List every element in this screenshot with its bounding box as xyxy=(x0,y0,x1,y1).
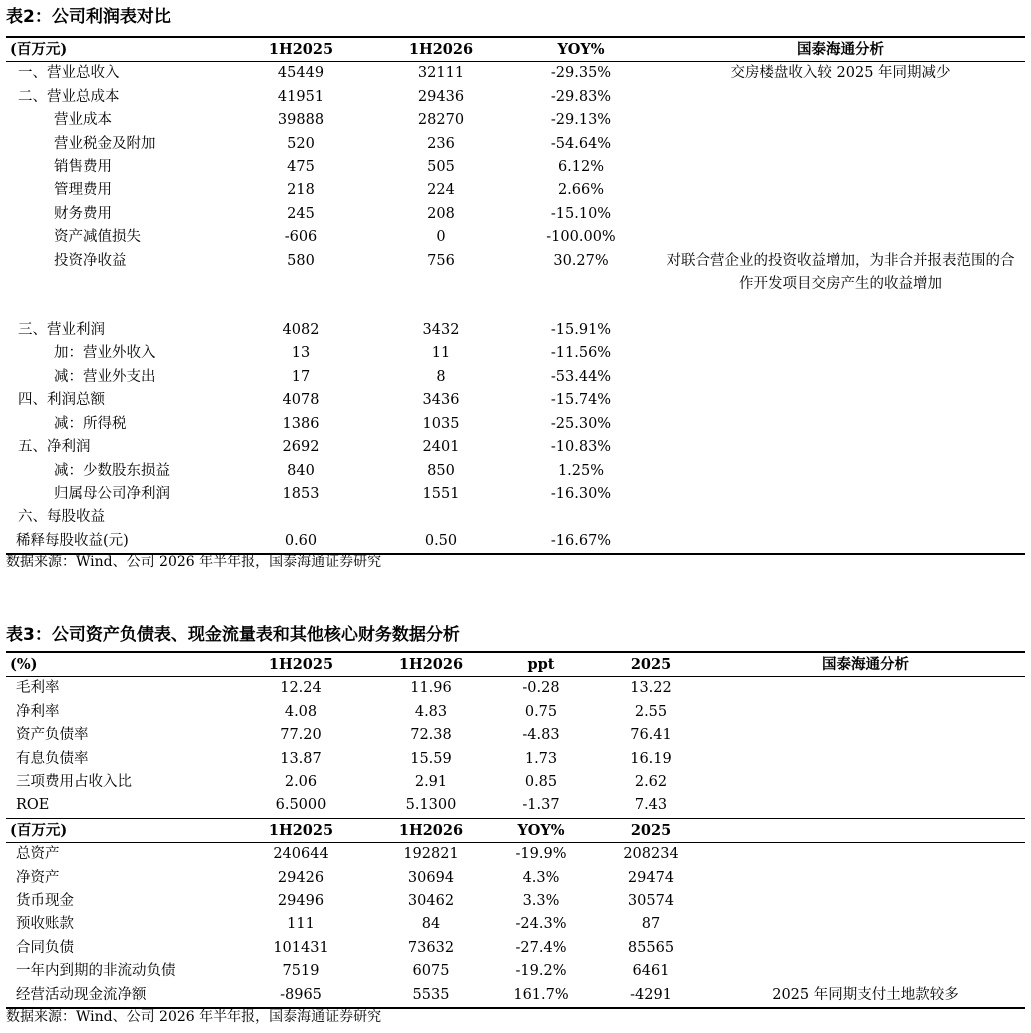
value-1h2026: 192821 xyxy=(403,846,459,863)
analysis-cell xyxy=(706,843,1025,867)
value-1h2026: 30694 xyxy=(407,869,455,886)
value-1h2025: 39888 xyxy=(277,112,325,129)
value-1h2026: 5.1300 xyxy=(405,797,457,814)
table-row xyxy=(6,226,1025,249)
value-1h2026: 73632 xyxy=(407,939,455,956)
analysis-cell xyxy=(706,913,1025,936)
table-row xyxy=(6,179,1025,202)
table-row xyxy=(6,937,1025,960)
value-1h2025: 13 xyxy=(291,345,311,362)
analysis-cell xyxy=(656,530,1025,554)
table-row xyxy=(6,794,1025,818)
subheader-2025: 2025 xyxy=(596,818,706,842)
table-row xyxy=(6,867,1025,890)
row-label: 三、营业利润 xyxy=(18,322,105,339)
row-label: 净资产 xyxy=(16,869,60,886)
table-row xyxy=(6,843,1025,867)
row-label: 六、每股收益 xyxy=(18,509,105,526)
value-1h2026: 5535 xyxy=(376,984,486,1008)
value-1h2026: 3432 xyxy=(422,322,460,339)
analysis-cell xyxy=(706,867,1025,890)
value-1h2025: 101431 xyxy=(273,939,329,956)
analysis-cell xyxy=(706,890,1025,913)
row-label: 四、利润总额 xyxy=(18,392,105,409)
row-label: 货币现金 xyxy=(16,893,74,910)
table-row xyxy=(6,156,1025,179)
subheader-yoy: YOY% xyxy=(486,818,596,842)
table-row xyxy=(6,366,1025,389)
value-1h2026: 0 xyxy=(436,229,446,246)
value-1h2025: 45449 xyxy=(277,65,325,82)
value-2025: 87 xyxy=(641,916,661,933)
value-yoy: -15.91% xyxy=(550,322,612,339)
header-1h2026: 1H2026 xyxy=(376,652,486,677)
value-1h2025: 4082 xyxy=(282,322,320,339)
table-subheader-row xyxy=(6,818,1025,842)
value-yoy xyxy=(506,506,656,529)
value-1h2026: 505 xyxy=(427,159,455,176)
table-row xyxy=(6,748,1025,771)
row-label: 减：营业外支出 xyxy=(54,368,156,385)
value-yoy: -29.13% xyxy=(550,112,612,129)
table-row xyxy=(6,483,1025,506)
table-row xyxy=(6,62,1025,86)
row-label: 资产负债率 xyxy=(16,727,89,744)
analysis-cell xyxy=(706,771,1025,794)
value-change: -19.9% xyxy=(515,846,567,863)
analysis-cell xyxy=(706,794,1025,818)
row-label: 有息负债率 xyxy=(16,750,89,767)
value-1h2026: 11.96 xyxy=(410,680,452,697)
value-2025: 7.43 xyxy=(634,797,668,814)
value-1h2026: 4.83 xyxy=(414,703,448,720)
value-change: 161.7% xyxy=(486,984,596,1008)
value-1h2026: 29436 xyxy=(417,88,465,105)
value-1h2025: 580 xyxy=(287,252,315,269)
analysis-cell xyxy=(656,389,1025,412)
row-label: 总资产 xyxy=(16,846,60,863)
value-1h2026: 2401 xyxy=(422,439,460,456)
analysis-cell xyxy=(656,133,1025,156)
value-2025: 30574 xyxy=(627,893,675,910)
row-label: 管理费用 xyxy=(54,182,112,199)
analysis-cell xyxy=(656,460,1025,483)
value-1h2025: 2.06 xyxy=(284,774,318,791)
value-1h2025: 245 xyxy=(287,205,315,222)
value-change: 1.73 xyxy=(524,750,558,767)
value-yoy: -15.74% xyxy=(550,392,612,409)
row-label: 投资净收益 xyxy=(54,252,127,269)
value-2025: 2.55 xyxy=(634,703,668,720)
analysis-cell xyxy=(656,179,1025,202)
value-yoy: 30.27% xyxy=(553,252,609,269)
analysis-note-investment: 对联合营企业的投资收益增加，为非合并报表范围的合作开发项目交房产生的收益增加 xyxy=(666,252,1015,293)
value-1h2025: 1853 xyxy=(282,485,320,502)
value-2025: 2.62 xyxy=(634,774,668,791)
table-row xyxy=(6,460,1025,483)
balance-cashflow-table xyxy=(6,651,1025,1009)
subheader-1h2025: 1H2025 xyxy=(226,818,376,842)
table-row xyxy=(6,86,1025,109)
table-row xyxy=(6,250,1025,273)
value-change: 0.75 xyxy=(524,703,558,720)
value-yoy: -100.00% xyxy=(546,229,616,246)
analysis-note-revenue: 交房楼盘收入较 2025 年同期减少 xyxy=(730,65,951,82)
value-yoy: -29.83% xyxy=(550,88,612,105)
value-1h2026: 11 xyxy=(431,345,451,362)
value-change: 3.3% xyxy=(522,893,560,910)
value-1h2026: 850 xyxy=(427,462,455,479)
analysis-note-cashflow: 2025 年同期支付土地款较多 xyxy=(706,984,1025,1008)
row-label: 一、营业总收入 xyxy=(18,65,120,82)
analysis-cell xyxy=(656,319,1025,342)
row-label: 加：营业外收入 xyxy=(54,345,156,362)
value-2025: 13.22 xyxy=(630,680,672,697)
subheader-1h2026: 1H2026 xyxy=(376,818,486,842)
spacer-cell xyxy=(6,273,226,319)
header-2025: 2025 xyxy=(596,652,706,677)
table-row xyxy=(6,701,1025,724)
table-row xyxy=(6,319,1025,342)
header-1h2025: 1H2025 xyxy=(226,652,376,677)
value-1h2026: 30462 xyxy=(407,893,455,910)
value-1h2026 xyxy=(376,506,506,529)
value-yoy: -10.83% xyxy=(550,439,612,456)
table-row xyxy=(6,771,1025,794)
row-label: 资产减值损失 xyxy=(54,229,141,246)
value-1h2025: 840 xyxy=(287,462,315,479)
income-statement-table xyxy=(6,36,1025,555)
row-label: 一年内到期的非流动负债 xyxy=(16,963,176,980)
row-label: 合同负债 xyxy=(16,939,74,956)
value-1h2025: 29496 xyxy=(277,893,325,910)
table-row xyxy=(6,436,1025,459)
analysis-cell xyxy=(656,86,1025,109)
value-yoy: -53.44% xyxy=(550,368,612,385)
value-1h2026: 6075 xyxy=(412,963,450,980)
analysis-cell xyxy=(706,937,1025,960)
table-row xyxy=(6,109,1025,132)
value-1h2025: 2692 xyxy=(282,439,320,456)
value-1h2025: 218 xyxy=(287,182,315,199)
table-row xyxy=(6,890,1025,913)
row-label: 经营活动现金流净额 xyxy=(6,984,226,1008)
value-1h2026: 208 xyxy=(427,205,455,222)
value-1h2025: 17 xyxy=(291,368,311,385)
table2-source: 数据来源：Wind、公司 2026 年半年报，国泰海通证券研究 xyxy=(6,554,382,570)
value-1h2025: 4078 xyxy=(282,392,320,409)
table-row xyxy=(6,413,1025,436)
value-change: 4.3% xyxy=(522,869,560,886)
value-change: -19.2% xyxy=(515,963,567,980)
value-1h2025: 7519 xyxy=(282,963,320,980)
value-1h2026: 2.91 xyxy=(414,774,448,791)
value-yoy: -15.10% xyxy=(550,205,612,222)
value-1h2026: 8 xyxy=(436,368,446,385)
value-1h2026: 1551 xyxy=(422,485,460,502)
table2-title: 表2：公司利润表对比 xyxy=(6,7,171,27)
value-1h2025: 520 xyxy=(287,135,315,152)
value-2025: 76.41 xyxy=(630,727,672,744)
value-change: -1.37 xyxy=(522,797,560,814)
value-1h2026: 32111 xyxy=(417,65,465,82)
analysis-cell xyxy=(706,677,1025,701)
value-yoy: -29.35% xyxy=(550,65,612,82)
value-yoy: -25.30% xyxy=(550,415,612,432)
value-1h2026: 3436 xyxy=(422,392,460,409)
value-1h2026: 1035 xyxy=(422,415,460,432)
value-1h2026: 28270 xyxy=(417,112,465,129)
analysis-cell xyxy=(656,483,1025,506)
table-header-row xyxy=(6,652,1025,677)
subheader-unit: (百万元) xyxy=(6,818,226,842)
value-1h2025: 475 xyxy=(287,159,315,176)
header-1h2026: 1H2026 xyxy=(376,37,506,62)
value-2025: 85565 xyxy=(627,939,675,956)
value-2025: -4291 xyxy=(596,984,706,1008)
value-1h2025: -606 xyxy=(284,229,318,246)
value-1h2025 xyxy=(226,506,376,529)
table-row xyxy=(6,984,1025,1008)
analysis-cell xyxy=(656,203,1025,226)
row-label: 预收账款 xyxy=(16,916,74,933)
row-label: 减：所得税 xyxy=(54,415,127,432)
row-label: 毛利率 xyxy=(16,680,60,697)
value-1h2025: 0.60 xyxy=(226,530,376,554)
header-unit: (%) xyxy=(6,652,226,677)
analysis-cell xyxy=(656,413,1025,436)
table-row xyxy=(6,203,1025,226)
value-1h2025: 12.24 xyxy=(280,680,322,697)
value-1h2025: 1386 xyxy=(282,415,320,432)
value-1h2026: 756 xyxy=(427,252,455,269)
value-change: -4.83 xyxy=(522,727,560,744)
value-yoy: -54.64% xyxy=(550,135,612,152)
header-analysis: 国泰海通分析 xyxy=(706,652,1025,677)
value-1h2025: 13.87 xyxy=(280,750,322,767)
row-label: 净利率 xyxy=(16,703,60,720)
row-label: 三项费用占收入比 xyxy=(16,774,132,791)
table-row xyxy=(6,342,1025,365)
value-2025: 6461 xyxy=(632,963,670,980)
table-row xyxy=(6,506,1025,529)
analysis-cell xyxy=(656,109,1025,132)
value-yoy: -16.67% xyxy=(506,530,656,554)
value-1h2026: 0.50 xyxy=(376,530,506,554)
header-yoy: YOY% xyxy=(506,37,656,62)
analysis-cell xyxy=(656,366,1025,389)
spacer-cell xyxy=(376,273,506,319)
row-label: 减：少数股东损益 xyxy=(54,462,170,479)
value-yoy: 1.25% xyxy=(557,462,605,479)
header-analysis: 国泰海通分析 xyxy=(656,37,1025,62)
value-change: -0.28 xyxy=(522,680,560,697)
value-1h2025: 4.08 xyxy=(284,703,318,720)
row-label: ROE xyxy=(16,797,50,814)
spacer-cell xyxy=(506,273,656,319)
value-1h2026: 224 xyxy=(427,182,455,199)
value-1h2026: 72.38 xyxy=(410,727,452,744)
table-header-row xyxy=(6,37,1025,62)
table-row xyxy=(6,677,1025,701)
table-row xyxy=(6,913,1025,936)
header-unit: (百万元) xyxy=(6,37,226,62)
spacer-cell xyxy=(226,273,376,319)
row-label: 二、营业总成本 xyxy=(18,88,120,105)
table3-source: 数据来源：Wind、公司 2026 年半年报，国泰海通证券研究 xyxy=(6,1009,382,1025)
value-yoy: 6.12% xyxy=(557,159,605,176)
table-row xyxy=(6,389,1025,412)
value-1h2025: 41951 xyxy=(277,88,325,105)
header-ppt: ppt xyxy=(486,652,596,677)
analysis-cell xyxy=(656,226,1025,249)
value-2025: 16.19 xyxy=(630,750,672,767)
row-label: 营业成本 xyxy=(54,112,112,129)
value-change: 0.85 xyxy=(524,774,558,791)
value-1h2025: 111 xyxy=(287,916,315,933)
value-1h2026: 15.59 xyxy=(410,750,452,767)
analysis-cell xyxy=(706,960,1025,983)
table-row xyxy=(6,960,1025,983)
value-1h2025: 29426 xyxy=(277,869,325,886)
row-label: 稀释每股收益(元) xyxy=(6,530,226,554)
analysis-cell xyxy=(706,818,1025,842)
value-yoy: 2.66% xyxy=(557,182,605,199)
table3-title: 表3：公司资产负债表、现金流量表和其他核心财务数据分析 xyxy=(6,625,460,645)
analysis-cell xyxy=(656,342,1025,365)
row-label: 财务费用 xyxy=(54,205,112,222)
analysis-cell xyxy=(706,701,1025,724)
header-1h2025: 1H2025 xyxy=(226,37,376,62)
value-1h2026: 236 xyxy=(427,135,455,152)
row-label: 销售费用 xyxy=(54,159,112,176)
analysis-cell xyxy=(706,748,1025,771)
value-2025: 208234 xyxy=(623,846,679,863)
value-yoy: -16.30% xyxy=(550,485,612,502)
table-row xyxy=(6,530,1025,554)
analysis-cell xyxy=(656,506,1025,529)
value-yoy: -11.56% xyxy=(550,345,612,362)
table-row xyxy=(6,133,1025,156)
row-label: 营业税金及附加 xyxy=(54,135,156,152)
table-row xyxy=(6,724,1025,747)
value-1h2025: 240644 xyxy=(273,846,329,863)
analysis-cell xyxy=(656,436,1025,459)
value-1h2026: 84 xyxy=(421,916,441,933)
value-1h2025: -8965 xyxy=(226,984,376,1008)
value-1h2025: 77.20 xyxy=(280,727,322,744)
analysis-cell xyxy=(656,156,1025,179)
value-2025: 29474 xyxy=(627,869,675,886)
value-change: -27.4% xyxy=(515,939,567,956)
value-1h2025: 6.5000 xyxy=(275,797,327,814)
value-change: -24.3% xyxy=(515,916,567,933)
analysis-cell xyxy=(706,724,1025,747)
row-label: 五、净利润 xyxy=(18,439,91,456)
row-label: 归属母公司净利润 xyxy=(54,485,170,502)
